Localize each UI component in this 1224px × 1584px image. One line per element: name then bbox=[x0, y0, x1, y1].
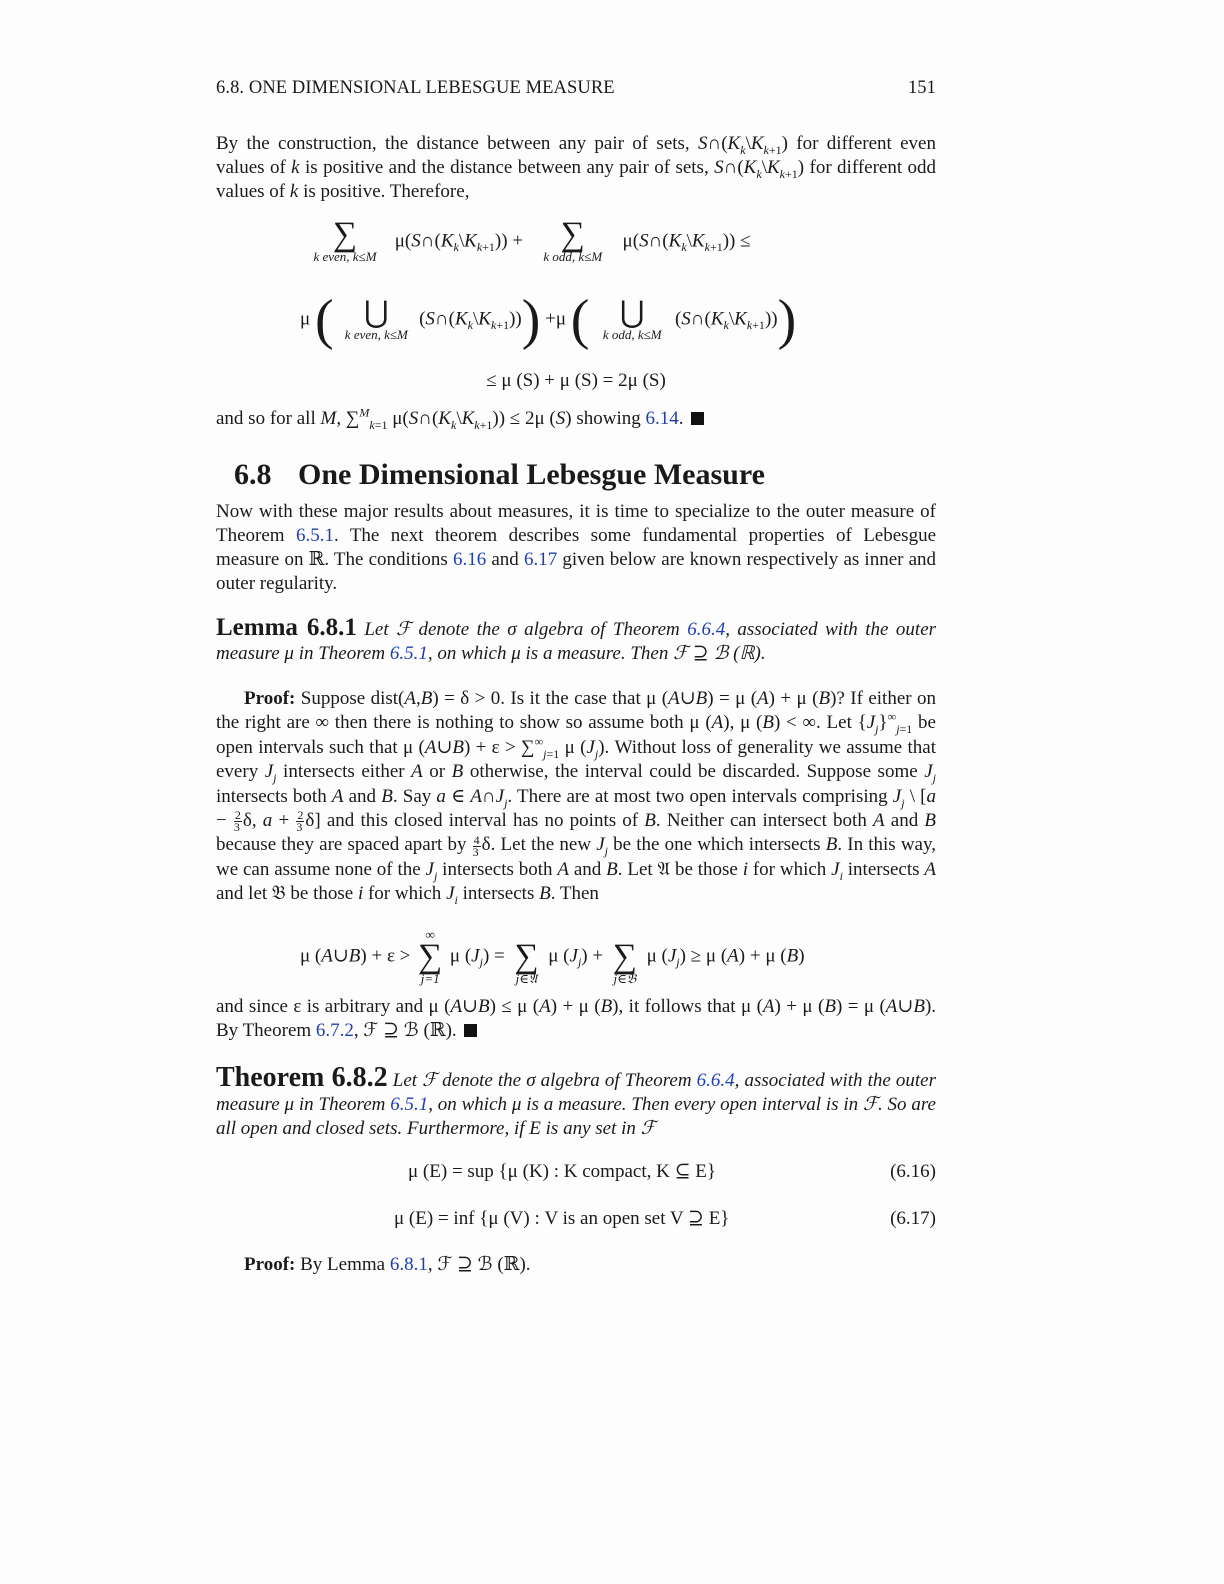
theorem-link[interactable]: 6.5.1 bbox=[389, 643, 428, 664]
theorem-link[interactable]: 6.6.4 bbox=[696, 1070, 735, 1091]
text-run: values of bbox=[216, 157, 286, 178]
equation-number: (6.17) bbox=[890, 1208, 936, 1229]
text-run: , ℱ ⊇ ℬ (ℝ). bbox=[427, 1254, 531, 1275]
paragraph-conclusion: and so for all M, ∑$^M_{k=1}$ $\mu(S\cap(K_k\backslash K_{k+1})) \le 2\mu$ (S) showing 6.14. bbox=[216, 407, 936, 431]
proof-label: Proof: bbox=[244, 1254, 296, 1275]
text-run: showing bbox=[576, 408, 641, 429]
text-run: given below are known respectively as inner and outer regularity. bbox=[216, 549, 937, 594]
text-run: and so for all bbox=[216, 408, 316, 429]
equation-number: (6.16) bbox=[890, 1161, 936, 1182]
theorem-link[interactable]: 6.6.4 bbox=[687, 619, 726, 640]
text-run: and bbox=[491, 549, 519, 570]
equation-text: μ (E) = sup {μ (K) : K compact, K ⊆ E} bbox=[408, 1161, 716, 1182]
text-run: for different even bbox=[796, 133, 936, 154]
text-run: By the construction, the distance between any pair of sets, bbox=[216, 133, 690, 154]
running-header-title: 6.8. ONE DIMENSIONAL LEBESGUE MEASURE bbox=[216, 78, 615, 98]
lemma-statement bbox=[216, 616, 936, 666]
union-limit-even: k even, k≤M bbox=[344, 327, 408, 342]
paragraph-intro bbox=[216, 500, 936, 596]
section-heading bbox=[234, 458, 765, 492]
equation-link[interactable]: 6.16 bbox=[452, 549, 487, 570]
text-run: , associated with the outer measure μ in Theorem bbox=[216, 1070, 937, 1115]
proof-label: Proof: bbox=[244, 688, 296, 709]
theorem-link[interactable]: 6.5.1 bbox=[390, 1094, 429, 1115]
union-limit-odd: k odd, k≤M bbox=[602, 327, 662, 342]
proof-lemma-end: and since ε is arbitrary and μ (A∪B) ≤ μ (A) + μ (B), it follows that μ (A) + μ (B) = μ (A∪B). By Theorem 6.7.2, ℱ ⊇ ℬ (ℝ). bbox=[216, 996, 937, 1041]
text-run: is positive. Therefore, bbox=[303, 181, 470, 202]
qed-square-icon bbox=[691, 412, 704, 425]
equation-bound-line: ≤ μ (S) + μ (S) = 2μ (S) bbox=[486, 370, 666, 391]
section-title: One Dimensional Lebesgue Measure bbox=[298, 458, 765, 491]
qed-square-icon bbox=[464, 1024, 477, 1037]
sum-limit-odd: k odd, k≤M bbox=[543, 249, 603, 264]
equation-text: μ (E) = inf {μ (V) : V is an open set V ⊇ E} bbox=[394, 1208, 730, 1229]
equation-sum-line: ∑ k even, k≤M $\mu(S\cap(K_k\backslash K_{k+1}))$ + ∑ k odd, k≤M $\mu(S\cap(K_k\backslash K_{k+1}))$ ≤ bbox=[300, 220, 860, 264]
text-run: , on which μ is a measure. Then every open interval is in ℱ. So are all open and closed sets. Furthermore, if E is any set in ℱ bbox=[216, 1094, 936, 1139]
lemma-link[interactable]: 6.8.1 bbox=[389, 1254, 428, 1275]
sum-limit-even: k even, k≤M bbox=[313, 249, 377, 264]
page-number: 151 bbox=[907, 78, 936, 98]
text-run: Now with these major results about measures, it is time to specialize to the outer measure of Theorem bbox=[216, 501, 936, 546]
text-run: for different bbox=[809, 157, 903, 178]
theorem-label: Theorem 6.8.2 bbox=[216, 1062, 388, 1093]
text-run: is positive and the distance between any pair of sets, bbox=[305, 157, 709, 178]
text-run: . The next theorem describes some fundamental properties of Lebesgue measure on ℝ. The conditions bbox=[216, 525, 936, 570]
equation-union-line: μ ( ⋃ k even, k≤M $(S\cap(K_k\backslash K_{k+1}))) +\mu$ ( ⋃ k odd, k≤M $(S\cap(K_k\backslash K_{k+1}))$) bbox=[300, 289, 797, 351]
text-run: , on which μ is a measure. Then ℱ ⊇ ℬ (ℝ). bbox=[427, 643, 766, 664]
section-number: 6.8 bbox=[234, 458, 272, 491]
text-run: , associated with the outer measure μ in Theorem bbox=[216, 619, 937, 664]
text-run: By Lemma bbox=[300, 1254, 386, 1275]
lemma-label: Lemma 6.8.1 bbox=[216, 614, 357, 641]
proof-lemma: Proof: Suppose dist(A,B) = δ > 0. Is it the case that μ (A∪B) = μ (A) + μ (B)? If either on the right are ∞ then there is nothing to show so assume both μ (A), μ (B) < ∞. Let $\{J_j\}^\infty_{j=1}$ be open intervals such that μ (A∪B) + $\varepsilon > \sum^\infty_{j=1}$ μ $(J_j)$. Without loss of generality we assume that every $J_j$ intersects either A or B otherwise, the interval could be discarded. Suppose some $J_j$ intersects both A and B. Say a ∈ $A\cap J_j$. There are at most two open intervals comprising $J_j$ \ [a − $\frac{2}{3}$ δ, a + $\frac{2}{3}$ δ] and this closed interval has no points of B. Neither can intersect both A and B because they are spaced apart by $\frac{4}{3}$ δ. Let the new $J_j$ be the one which intersects B. In this way, we can assume none of the $J_j$ intersects both A and B. Let 𝔄 be those i for which $J_i$ intersects A and let 𝔅 be those i for which $J_i$ intersects B. Then bbox=[216, 688, 937, 908]
equation-link[interactable]: 6.17 bbox=[523, 549, 558, 570]
equation-split-sum: μ (A∪B) + ε > ∞ ∑ j=1 μ $(J_j)$ = ∑ j∈𝔄 μ $(J_j)$ + ∑ j∈𝔅 μ $(J_j) \ge \mu$ (A) + μ (B) bbox=[300, 927, 805, 986]
text-run: Let ℱ denote the σ algebra of Theorem bbox=[392, 1070, 692, 1091]
text-run: Let ℱ denote the σ algebra of Theorem bbox=[364, 619, 680, 640]
theorem-statement bbox=[216, 1062, 937, 1141]
text-run: odd values of bbox=[216, 157, 937, 202]
theorem-link[interactable]: 6.7.2 bbox=[315, 1020, 354, 1041]
running-header bbox=[216, 78, 936, 99]
equation-link[interactable]: 6.14 bbox=[645, 408, 679, 429]
theorem-link[interactable]: 6.5.1 bbox=[296, 525, 334, 546]
paragraph-construction: By the construction, the distance between any pair of sets, $S\cap(K_k\backslash K_{k+1})$ for different even values of k is positive and the distance between any pair of sets, $S\cap(K_k\backslash K_{k+1})$ for different odd values of k is positive. Therefore, bbox=[216, 133, 937, 202]
proof-theorem bbox=[216, 1253, 936, 1277]
